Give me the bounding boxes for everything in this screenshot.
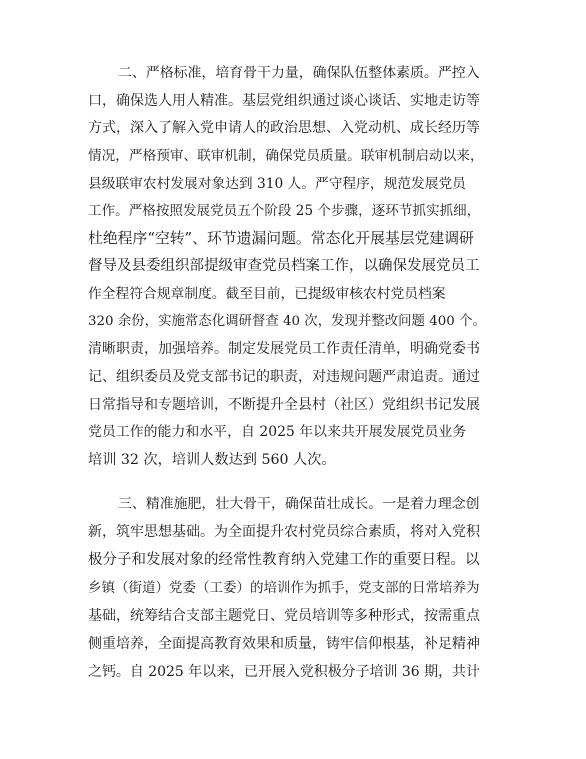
paragraph-1-line-13: 日常指导和专题培训，不断提升全县村（社区）党组织书记发展 [88,397,480,413]
paragraph-1-line-1: 二、严格标准，培育骨干力量，确保队伍整体素质。严控入 [118,65,480,81]
paragraph-1-line-3: 方式，深入了解入党申请人的政治思想、入党动机、成长经历等 [88,120,480,136]
paragraph-2-line-4: 乡镇（街道）党委（工委）的培训作为抓手，党支部的日常培养为 [88,580,480,596]
paragraph-1-line-10: 320 余份，实施常态化调研督查 40 次，发现并整改问题 400 个。 [88,314,486,329]
paragraph-2-line-7: 之钙。自 2025 年以来，已开展入党积极分子培训 36 期，共计 [88,664,480,680]
paragraph-2-line-6: 侧重培养，全面提高教育效果和质量，铸牢信仰根基，补足精神 [88,636,480,652]
paragraph-1-line-12: 记、组织委员及党支部书记的职责，对违规问题严肃追责。通过 [88,369,480,385]
paragraph-1-line-8: 督导及县委组织部提级审查党员档案工作，以确保发展党员工 [88,258,480,274]
paragraph-1-line-6: 工作。严格按照发展党员五个阶段 25 个步骤，逐环节抓实抓细， [88,203,481,219]
paragraph-1-line-7: 杜绝程序“空转”、环节遗漏问题。常态化开展基层党建调研 [88,230,474,247]
paragraph-2-line-2: 新，筑牢思想基础。为全面提升农村党员综合素质，将对入党积 [88,524,480,540]
paragraph-1-line-14: 党员工作的能力和水平，自 2025 年以来共开展发展党员业务 [88,424,467,440]
paragraph-1-line-4: 情况，严格预审、联审机制，确保党员质量。联审机制启动以来， [88,148,484,164]
paragraph-2-line-5: 基础，统筹结合支部主题党日、党员培训等多种形式，按需重点 [88,608,480,624]
paragraph-1-line-2: 口，确保选人用人精准。基层党组织通过谈心谈话、实地走访等 [88,93,480,109]
paragraph-2-line-1: 三、精准施肥，壮大骨干，确保苗壮成长。一是着力理念创 [118,496,480,512]
paragraph-1-line-11: 清晰职责，加强培养。制定发展党员工作责任清单，明确党委书 [88,341,480,357]
paragraph-1-line-5: 县级联审农村发展对象达到 310 人。严守程序，规范发展党员 [88,176,466,192]
paragraph-2-line-3: 极分子和发展对象的经常性教育纳入党建工作的重要日程。以 [88,552,480,568]
paragraph-1-line-9: 作全程符合规章制度。截至目前，已提级审核农村党员档案 [88,286,446,302]
paragraph-1-line-15: 培训 32 次，培训人数达到 560 人次。 [88,452,336,468]
